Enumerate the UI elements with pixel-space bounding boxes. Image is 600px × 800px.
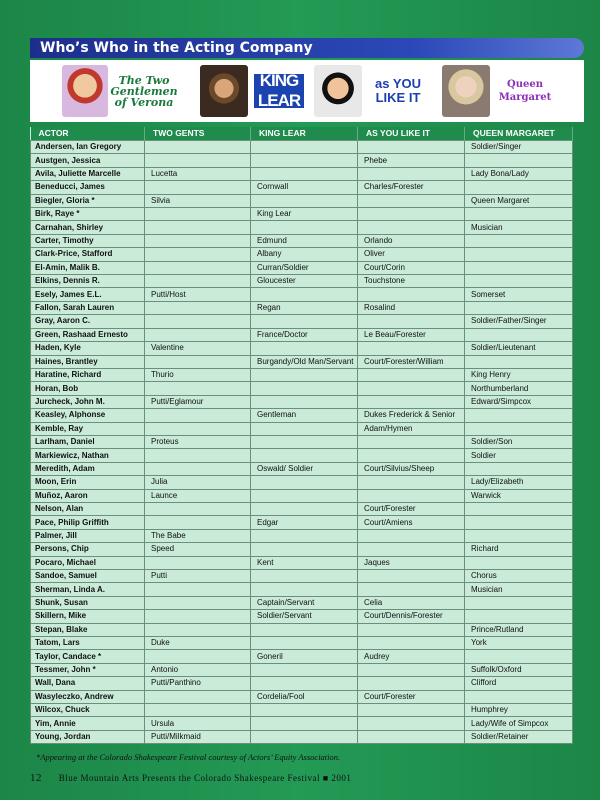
table-row: [31, 355, 573, 368]
table-row: [31, 234, 573, 247]
role-cell: Edgar: [251, 516, 358, 529]
actor-name-cell: Haines, Brantley: [31, 355, 145, 368]
role-cell: Court/Dennis/Forester: [358, 610, 465, 623]
role-cell: [251, 583, 358, 596]
role-cell: [145, 610, 251, 623]
role-cell: Celia: [358, 596, 465, 609]
role-cell: Speed: [145, 543, 251, 556]
role-cell: Court/Silvius/Sheep: [358, 462, 465, 475]
role-cell: Le Beau/Forester: [358, 328, 465, 341]
role-cell: [358, 476, 465, 489]
role-cell: Launce: [145, 489, 251, 502]
role-cell: [465, 650, 573, 663]
actor-name-cell: Palmer, Jill: [31, 529, 145, 542]
role-cell: [465, 610, 573, 623]
table-row: [31, 502, 573, 515]
role-cell: Putti/Host: [145, 288, 251, 301]
role-cell: Lady Bona/Lady: [465, 167, 573, 180]
role-cell: Suffolk/Oxford: [465, 663, 573, 676]
actor-name-cell: Horan, Bob: [31, 382, 145, 395]
role-cell: Gloucester: [251, 275, 358, 288]
actor-name-cell: Kemble, Ray: [31, 422, 145, 435]
role-cell: [145, 516, 251, 529]
role-cell: Queen Margaret: [465, 194, 573, 207]
role-cell: [145, 315, 251, 328]
actor-name-cell: Markiewicz, Nathan: [31, 449, 145, 462]
actor-name-cell: Green, Rashaad Ernesto: [31, 328, 145, 341]
actor-name-cell: Persons, Chip: [31, 543, 145, 556]
table-row: [31, 677, 573, 690]
role-cell: [358, 315, 465, 328]
role-cell: [251, 489, 358, 502]
role-cell: Musician: [465, 583, 573, 596]
actor-name-cell: Beneducci, James: [31, 181, 145, 194]
table-row: [31, 301, 573, 314]
actor-name-cell: Keasley, Alphonse: [31, 409, 145, 422]
role-cell: Soldier/Lieutenant: [465, 342, 573, 355]
table-row: [31, 154, 573, 167]
actor-name-cell: Tessmer, John *: [31, 663, 145, 676]
role-cell: [358, 368, 465, 381]
role-cell: [358, 449, 465, 462]
table-row: [31, 382, 573, 395]
role-cell: [465, 409, 573, 422]
actor-name-cell: Carnahan, Shirley: [31, 221, 145, 234]
role-cell: [145, 690, 251, 703]
actor-name-cell: Stepan, Blake: [31, 623, 145, 636]
actor-name-cell: El-Amin, Malik B.: [31, 261, 145, 274]
role-cell: Adam/Hymen: [358, 422, 465, 435]
role-cell: [251, 623, 358, 636]
logo-queen-margaret: [494, 64, 556, 118]
logo-queen-margaret-text: Queen Margaret: [498, 79, 552, 103]
role-cell: [465, 462, 573, 475]
actor-name-cell: Biegler, Gloria *: [31, 194, 145, 207]
role-cell: [251, 704, 358, 717]
actor-name-cell: Fallon, Sarah Lauren: [31, 301, 145, 314]
role-cell: [145, 261, 251, 274]
actor-name-cell: Larlham, Daniel: [31, 435, 145, 448]
table-row: [31, 583, 573, 596]
page-footer: [30, 772, 351, 784]
table-row: [31, 261, 573, 274]
role-cell: Orlando: [358, 234, 465, 247]
role-cell: [145, 208, 251, 221]
actor-name-cell: Meredith, Adam: [31, 462, 145, 475]
actor-photo-clown: [62, 65, 108, 117]
role-cell: York: [465, 637, 573, 650]
role-cell: Curran/Soldier: [251, 261, 358, 274]
role-cell: [358, 677, 465, 690]
role-cell: [465, 529, 573, 542]
role-cell: [251, 502, 358, 515]
table-row: [31, 422, 573, 435]
role-cell: [358, 342, 465, 355]
table-row: [31, 623, 573, 636]
role-cell: Captain/Servant: [251, 596, 358, 609]
role-cell: [358, 529, 465, 542]
equity-footnote: *Appearing at the Colorado Shakespeare Festival courtesy of Actors’ Equity Association.: [36, 752, 341, 762]
role-cell: Jaques: [358, 556, 465, 569]
role-cell: Regan: [251, 301, 358, 314]
actor-name-cell: Wilcox, Chuck: [31, 704, 145, 717]
actor-name-cell: Austgen, Jessica: [31, 154, 145, 167]
column-header-as-you-like-it: AS YOU LIKE IT: [358, 127, 465, 141]
role-cell: [465, 556, 573, 569]
role-cell: [145, 583, 251, 596]
actor-photo-jester: [314, 65, 362, 117]
table-row: [31, 435, 573, 448]
cast-table: [30, 127, 573, 744]
table-row: [31, 556, 573, 569]
role-cell: [145, 449, 251, 462]
footer-text: Blue Mountain Arts Presents the Colorado Shakespeare Festival ■ 2001: [58, 773, 352, 783]
role-cell: [145, 382, 251, 395]
table-row: [31, 194, 573, 207]
role-cell: Putti: [145, 570, 251, 583]
actor-name-cell: Young, Jordan: [31, 730, 145, 743]
role-cell: [465, 502, 573, 515]
actor-name-cell: Andersen, Ian Gregory: [31, 141, 145, 154]
role-cell: [145, 422, 251, 435]
role-cell: [465, 181, 573, 194]
table-row: [31, 167, 573, 180]
actor-name-cell: Birk, Raye *: [31, 208, 145, 221]
role-cell: [465, 234, 573, 247]
role-cell: [251, 154, 358, 167]
actor-name-cell: Esely, James E.L.: [31, 288, 145, 301]
role-cell: Lucetta: [145, 167, 251, 180]
role-cell: [358, 395, 465, 408]
role-cell: Charles/Forester: [358, 181, 465, 194]
role-cell: Valentine: [145, 342, 251, 355]
role-cell: [465, 596, 573, 609]
role-cell: Lady/Elizabeth: [465, 476, 573, 489]
role-cell: [251, 449, 358, 462]
role-cell: Proteus: [145, 435, 251, 448]
role-cell: [358, 663, 465, 676]
table-row: [31, 288, 573, 301]
role-cell: Cordelia/Fool: [251, 690, 358, 703]
table-row: [31, 315, 573, 328]
role-cell: Clifford: [465, 677, 573, 690]
role-cell: Humphrey: [465, 704, 573, 717]
table-row: [31, 275, 573, 288]
role-cell: [358, 730, 465, 743]
role-cell: Antonio: [145, 663, 251, 676]
actor-name-cell: Yim, Annie: [31, 717, 145, 730]
role-cell: [251, 315, 358, 328]
actor-name-cell: Shunk, Susan: [31, 596, 145, 609]
role-cell: [465, 328, 573, 341]
role-cell: Gentleman: [251, 409, 358, 422]
role-cell: [145, 275, 251, 288]
role-cell: [145, 502, 251, 515]
role-cell: [465, 261, 573, 274]
role-cell: [145, 301, 251, 314]
table-row: [31, 610, 573, 623]
actor-photo-queen: [442, 65, 490, 117]
role-cell: [145, 141, 251, 154]
actor-name-cell: Elkins, Dennis R.: [31, 275, 145, 288]
role-cell: Cornwall: [251, 181, 358, 194]
table-row: [31, 570, 573, 583]
role-cell: [251, 141, 358, 154]
role-cell: Prince/Rutland: [465, 623, 573, 636]
table-row: [31, 342, 573, 355]
role-cell: Soldier/Father/Singer: [465, 315, 573, 328]
actor-name-cell: Wall, Dana: [31, 677, 145, 690]
role-cell: [358, 435, 465, 448]
role-cell: [358, 489, 465, 502]
role-cell: Soldier/Retainer: [465, 730, 573, 743]
role-cell: [251, 194, 358, 207]
role-cell: [251, 730, 358, 743]
logo-as-you-like-it: as YOU LIKE IT: [374, 76, 421, 105]
role-cell: [145, 650, 251, 663]
role-cell: [145, 248, 251, 261]
role-cell: [358, 623, 465, 636]
role-cell: [145, 181, 251, 194]
role-cell: Putti/Eglamour: [145, 395, 251, 408]
actor-name-cell: Avila, Juliette Marcelle: [31, 167, 145, 180]
role-cell: Court/Amiens: [358, 516, 465, 529]
actor-name-cell: Jurcheck, John M.: [31, 395, 145, 408]
actor-name-cell: Moon, Erin: [31, 476, 145, 489]
role-cell: [145, 556, 251, 569]
actor-name-cell: Taylor, Candace *: [31, 650, 145, 663]
page-title: Who’s Who in the Acting Company: [30, 38, 584, 58]
table-header-row: [31, 127, 573, 141]
role-cell: Soldier/Singer: [465, 141, 573, 154]
table-row: [31, 596, 573, 609]
role-cell: Somerset: [465, 288, 573, 301]
table-row: [31, 248, 573, 261]
table-row: [31, 181, 573, 194]
role-cell: [251, 637, 358, 650]
table-row: [31, 462, 573, 475]
role-cell: [465, 690, 573, 703]
role-cell: [145, 154, 251, 167]
table-row: [31, 328, 573, 341]
table-row: [31, 637, 573, 650]
role-cell: [145, 623, 251, 636]
table-row: [31, 730, 573, 743]
role-cell: [465, 301, 573, 314]
role-cell: [465, 275, 573, 288]
role-cell: Richard: [465, 543, 573, 556]
role-cell: [358, 167, 465, 180]
table-row: [31, 141, 573, 154]
role-cell: [358, 221, 465, 234]
role-cell: [358, 141, 465, 154]
table-row: [31, 208, 573, 221]
role-cell: [358, 570, 465, 583]
table-row: [31, 449, 573, 462]
role-cell: [145, 355, 251, 368]
role-cell: King Henry: [465, 368, 573, 381]
table-row: [31, 368, 573, 381]
table-row: [31, 690, 573, 703]
role-cell: Audrey: [358, 650, 465, 663]
actor-name-cell: Haden, Kyle: [31, 342, 145, 355]
role-cell: [251, 435, 358, 448]
cast-table-body: [31, 141, 573, 744]
actor-name-cell: Skillern, Mike: [31, 610, 145, 623]
role-cell: Soldier/Servant: [251, 610, 358, 623]
production-banner: [30, 60, 584, 122]
role-cell: [251, 677, 358, 690]
role-cell: [358, 583, 465, 596]
table-row: [31, 516, 573, 529]
role-cell: [251, 167, 358, 180]
role-cell: [465, 208, 573, 221]
role-cell: [465, 154, 573, 167]
role-cell: Court/Forester/William: [358, 355, 465, 368]
table-row: [31, 221, 573, 234]
role-cell: Edmund: [251, 234, 358, 247]
role-cell: Albany: [251, 248, 358, 261]
actor-name-cell: Sherman, Linda A.: [31, 583, 145, 596]
role-cell: Court/Corin: [358, 261, 465, 274]
role-cell: Soldier: [465, 449, 573, 462]
role-cell: [145, 234, 251, 247]
column-header-two-gents: TWO GENTS: [145, 127, 251, 141]
role-cell: Silvia: [145, 194, 251, 207]
role-cell: [465, 422, 573, 435]
column-header-actor: ACTOR: [31, 127, 145, 141]
table-row: [31, 704, 573, 717]
role-cell: Soldier/Son: [465, 435, 573, 448]
actor-name-cell: Muñoz, Aaron: [31, 489, 145, 502]
role-cell: [145, 221, 251, 234]
actor-name-cell: Nelson, Alan: [31, 502, 145, 515]
role-cell: Court/Forester: [358, 690, 465, 703]
role-cell: [358, 194, 465, 207]
role-cell: Thurio: [145, 368, 251, 381]
role-cell: [145, 596, 251, 609]
role-cell: Oliver: [358, 248, 465, 261]
role-cell: Goneril: [251, 650, 358, 663]
actor-name-cell: Clark-Price, Stafford: [31, 248, 145, 261]
role-cell: [465, 248, 573, 261]
role-cell: Northumberland: [465, 382, 573, 395]
role-cell: [251, 570, 358, 583]
role-cell: The Babe: [145, 529, 251, 542]
role-cell: [358, 208, 465, 221]
actor-name-cell: Carter, Timothy: [31, 234, 145, 247]
role-cell: Warwick: [465, 489, 573, 502]
role-cell: Duke: [145, 637, 251, 650]
role-cell: [145, 328, 251, 341]
role-cell: [251, 717, 358, 730]
role-cell: [358, 382, 465, 395]
role-cell: Court/Forester: [358, 502, 465, 515]
role-cell: [358, 704, 465, 717]
role-cell: [251, 368, 358, 381]
table-row: [31, 409, 573, 422]
actor-name-cell: Sandoe, Samuel: [31, 570, 145, 583]
role-cell: [465, 516, 573, 529]
role-cell: [251, 663, 358, 676]
column-header-king-lear: KING LEAR: [251, 127, 358, 141]
actor-photo-king: [200, 65, 248, 117]
role-cell: Putti/Milkmaid: [145, 730, 251, 743]
table-row: [31, 395, 573, 408]
actor-name-cell: Gray, Aaron C.: [31, 315, 145, 328]
table-row: [31, 650, 573, 663]
role-cell: [145, 704, 251, 717]
actor-name-cell: Pocaro, Michael: [31, 556, 145, 569]
role-cell: [251, 543, 358, 556]
role-cell: Chorus: [465, 570, 573, 583]
role-cell: [145, 462, 251, 475]
column-header-queen-margaret: QUEEN MARGARET: [465, 127, 573, 141]
role-cell: [251, 221, 358, 234]
logo-two-gentlemen: The Two Gentlemen of Verona: [110, 73, 178, 109]
role-cell: [251, 382, 358, 395]
role-cell: Rosalind: [358, 301, 465, 314]
role-cell: [251, 476, 358, 489]
role-cell: [358, 717, 465, 730]
role-cell: Oswald/ Soldier: [251, 462, 358, 475]
role-cell: Touchstone: [358, 275, 465, 288]
role-cell: Phebe: [358, 154, 465, 167]
page-number: 12: [30, 772, 42, 784]
role-cell: [358, 637, 465, 650]
table-row: [31, 717, 573, 730]
table-row: [31, 663, 573, 676]
role-cell: [251, 342, 358, 355]
role-cell: Kent: [251, 556, 358, 569]
role-cell: [358, 288, 465, 301]
actor-name-cell: Wasyleczko, Andrew: [31, 690, 145, 703]
role-cell: [465, 355, 573, 368]
table-row: [31, 529, 573, 542]
role-cell: Julia: [145, 476, 251, 489]
logo-king-lear: KING LEAR: [254, 74, 304, 108]
role-cell: Edward/Simpcox: [465, 395, 573, 408]
role-cell: Musician: [465, 221, 573, 234]
role-cell: Putti/Panthino: [145, 677, 251, 690]
table-row: [31, 489, 573, 502]
role-cell: Burgandy/Old Man/Servant: [251, 355, 358, 368]
actor-name-cell: Tatom, Lars: [31, 637, 145, 650]
role-cell: [358, 543, 465, 556]
role-cell: [251, 422, 358, 435]
role-cell: King Lear: [251, 208, 358, 221]
role-cell: [251, 529, 358, 542]
table-row: [31, 476, 573, 489]
role-cell: [251, 395, 358, 408]
role-cell: [145, 409, 251, 422]
role-cell: Ursula: [145, 717, 251, 730]
actor-name-cell: Haratine, Richard: [31, 368, 145, 381]
role-cell: Dukes Frederick & Senior: [358, 409, 465, 422]
table-row: [31, 543, 573, 556]
actor-name-cell: Pace, Philip Griffith: [31, 516, 145, 529]
role-cell: [251, 288, 358, 301]
role-cell: France/Doctor: [251, 328, 358, 341]
role-cell: Lady/Wife of Simpcox: [465, 717, 573, 730]
